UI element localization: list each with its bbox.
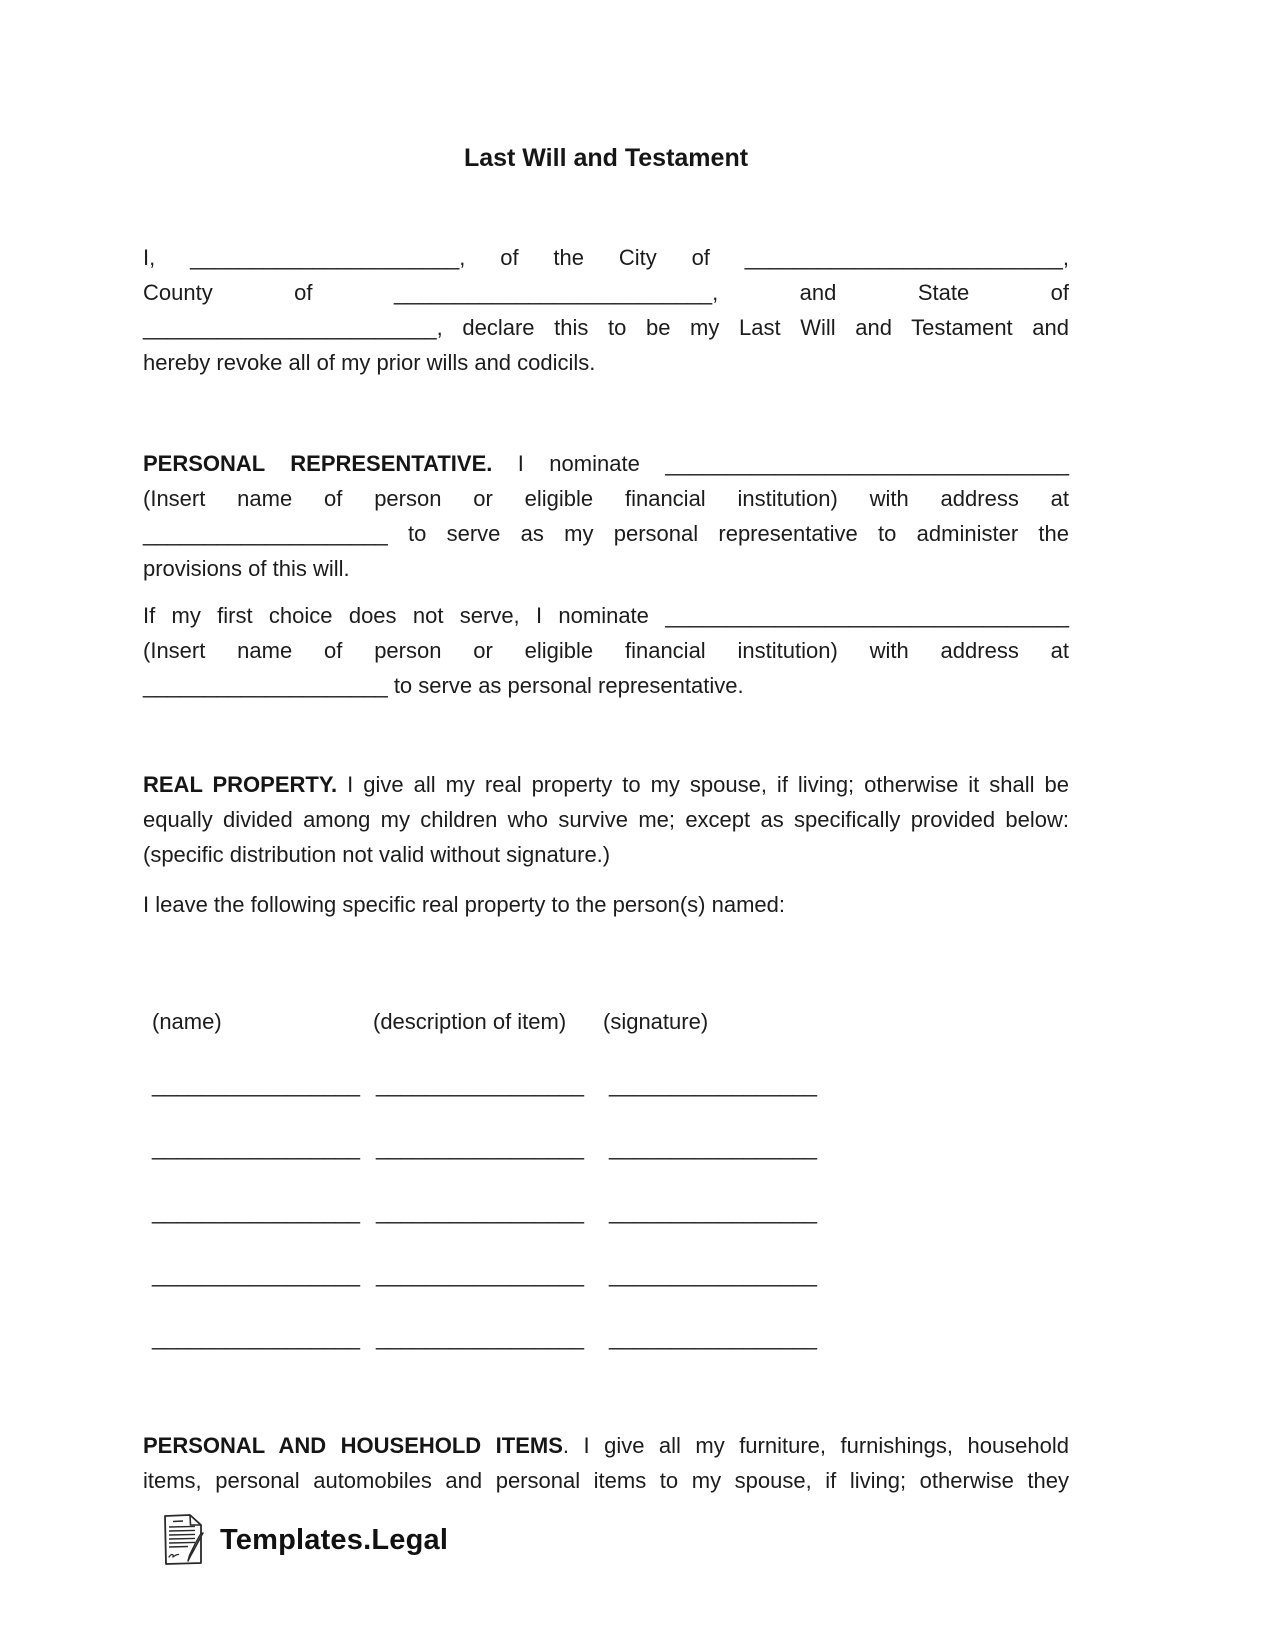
real-property-line-1-text: I give all my real property to my spouse, if living; otherwise it shall be	[347, 772, 1069, 797]
document-title: Last Will and Testament	[463, 144, 749, 172]
blank-description-field: _________________	[376, 1199, 585, 1224]
opening-line-3: ________________________, declare this to be my Last Will and Testament and	[143, 315, 1069, 340]
column-header-description: (description of item)	[373, 1009, 567, 1034]
personal-representative-line-4: provisions of this will.	[143, 556, 350, 581]
blank-signature-field: _________________	[609, 1135, 818, 1160]
document-content	[143, 0, 1069, 1650]
blank-name-field: _________________	[152, 1325, 361, 1350]
blank-name-field: _________________	[152, 1262, 361, 1287]
document-pen-icon	[158, 1513, 208, 1567]
opening-line-4: hereby revoke all of my prior wills and codicils.	[143, 350, 596, 375]
household-items-line-1	[143, 1428, 1069, 1463]
blank-name-field: _________________	[152, 1072, 361, 1097]
blank-signature-field: _________________	[609, 1072, 818, 1097]
blank-row-5	[143, 1326, 1069, 1350]
blank-description-field: _________________	[376, 1262, 585, 1287]
opening-paragraph	[143, 240, 1069, 380]
real-property-heading: REAL PROPERTY.	[143, 772, 338, 797]
alternate-representative-paragraph	[143, 598, 1069, 703]
specific-property-lead-paragraph	[143, 887, 1069, 922]
personal-representative-line-2: (Insert name of person or eligible financial institution) with address at	[143, 486, 1069, 511]
real-property-line-3: (specific distribution not valid without signature.)	[143, 842, 611, 867]
blank-description-field: _________________	[376, 1072, 585, 1097]
alternate-representative-line-3: ____________________ to serve as personal representative.	[143, 673, 744, 698]
personal-representative-line-1-text: I nominate _________________________________	[517, 451, 1069, 476]
opening-line-1: I, ______________________, of the City of __________________________,	[143, 245, 1069, 270]
blank-signature-field: _________________	[609, 1262, 818, 1287]
household-items-paragraph	[143, 1428, 1069, 1498]
blank-name-field: _________________	[152, 1199, 361, 1224]
column-header-signature: (signature)	[603, 1009, 709, 1034]
blank-row-1	[143, 1073, 1069, 1097]
brand-name: Templates.Legal	[220, 1524, 449, 1556]
brand-footer	[143, 1511, 643, 1571]
household-items-heading: PERSONAL AND HOUSEHOLD ITEMS	[143, 1433, 563, 1458]
personal-representative-heading: PERSONAL REPRESENTATIVE.	[143, 451, 493, 476]
personal-representative-paragraph	[143, 446, 1069, 586]
blank-description-field: _________________	[376, 1135, 585, 1160]
opening-line-2: County of __________________________, and State of	[143, 280, 1069, 305]
blank-name-field: _________________	[152, 1135, 361, 1160]
column-header-name: (name)	[152, 1009, 222, 1034]
real-property-line-1	[143, 767, 1069, 802]
personal-representative-line-1	[143, 446, 1069, 481]
real-property-paragraph	[143, 767, 1069, 872]
blank-signature-field: _________________	[609, 1325, 818, 1350]
blank-description-field: _________________	[376, 1325, 585, 1350]
blank-row-4	[143, 1263, 1069, 1287]
household-items-line-1-text: . I give all my furniture, furnishings, household	[562, 1433, 1070, 1458]
household-items-line-2: items, personal automobiles and personal items to my spouse, if living; otherwise they	[143, 1468, 1069, 1493]
personal-representative-line-3: ____________________ to serve as my personal representative to administer the	[143, 521, 1069, 546]
real-property-line-2: equally divided among my children who survive me; except as specifically provided below:	[143, 807, 1069, 832]
blank-row-2	[143, 1136, 1069, 1160]
specific-property-lead-line: I leave the following specific real property to the person(s) named:	[143, 892, 785, 917]
blank-signature-field: _________________	[609, 1199, 818, 1224]
alternate-representative-line-1: If my first choice does not serve, I nominate _________________________________	[143, 603, 1069, 628]
blank-row-3	[143, 1200, 1069, 1224]
alternate-representative-line-2: (Insert name of person or eligible financial institution) with address at	[143, 638, 1069, 663]
